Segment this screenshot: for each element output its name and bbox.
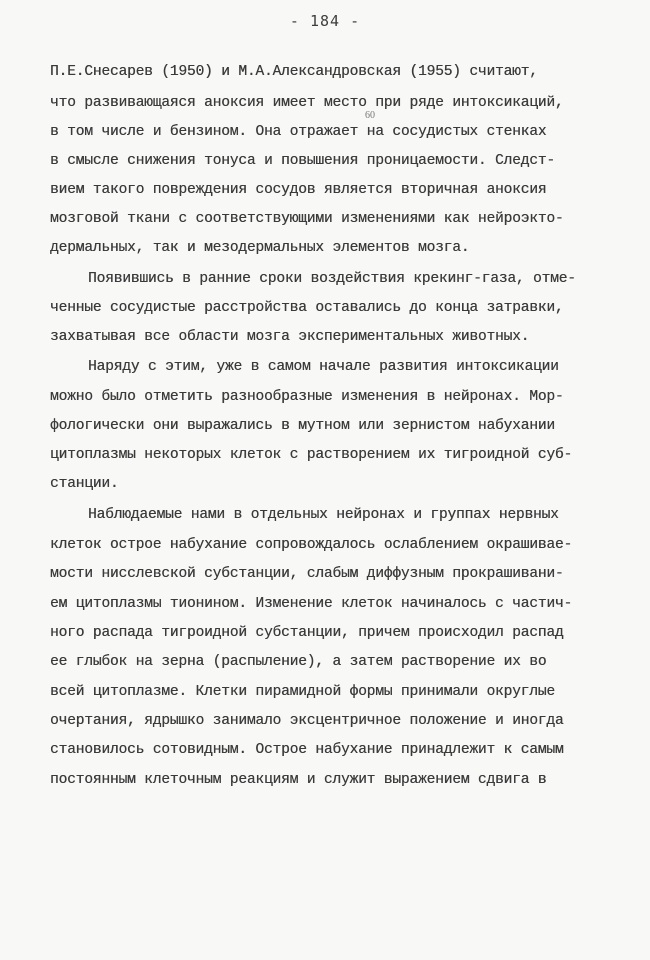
text-line: очертания, ядрышко занимало эксцентричное положение и иногда <box>50 713 564 729</box>
text-line: становилось сотовидным. Острое набухание принадлежит к самым <box>50 742 564 758</box>
text-line: ного распада тигроидной субстанции, причем происходил распад <box>50 625 564 641</box>
text-line: ченные сосудистые расстройства оставались до конца затравки, <box>50 300 564 316</box>
text-line: клеток острое набухание сопровождалось ослаблением окрашивае- <box>50 537 573 553</box>
text-line: что развивающаяся аноксия имеет место при ряде интоксикаций, <box>50 95 564 111</box>
text-line: Появившись в ранние сроки воздействия крекинг-газа, отме- <box>88 271 576 287</box>
page-number: - 184 - <box>289 12 361 30</box>
text-line: фологически они выражались в мутном или зернистом набухании <box>50 418 555 434</box>
text-line: можно было отметить разнообразные изменения в нейронах. Мор- <box>50 389 564 405</box>
text-line: вием такого повреждения сосудов является вторичная аноксия <box>50 182 547 198</box>
text-line: дермальных, так и мезодермальных элементов мозга. <box>50 240 470 256</box>
text-line: захватывая все области мозга экспериментальных животных. <box>50 329 530 345</box>
text-line: в том числе и бензином. Она отражает на сосудистых стенках <box>50 124 547 140</box>
text-line: станции. <box>50 476 119 492</box>
text-line: П.Е.Снесарев (1950) и М.А.Александровская (1955) считают, <box>50 64 538 80</box>
text-line: постоянным клеточным реакциям и служит выражением сдвига в <box>50 772 547 788</box>
text-line: цитоплазмы некоторых клеток с растворением их тигроидной суб- <box>50 447 573 463</box>
text-line: Наблюдаемые нами в отдельных нейронах и группах нервных <box>88 507 559 523</box>
text-line: мости нисслевской субстанции, слабым диффузным прокрашивани- <box>50 566 564 582</box>
text-line: Наряду с этим, уже в самом начале развития интоксикации <box>88 359 559 375</box>
text-line: ее глыбок на зерна (распыление), а затем растворение их во <box>50 654 547 670</box>
text-line: мозговой ткани с соответствующими изменениями как нейроэкто- <box>50 211 564 227</box>
margin-mark: 60 <box>365 110 375 121</box>
text-line: всей цитоплазме. Клетки пирамидной формы принимали округлые <box>50 684 555 700</box>
text-line: в смысле снижения тонуса и повышения проницаемости. Следст- <box>50 153 555 169</box>
text-line: ем цитоплазмы тионином. Изменение клеток начиналось с частич- <box>50 596 573 612</box>
